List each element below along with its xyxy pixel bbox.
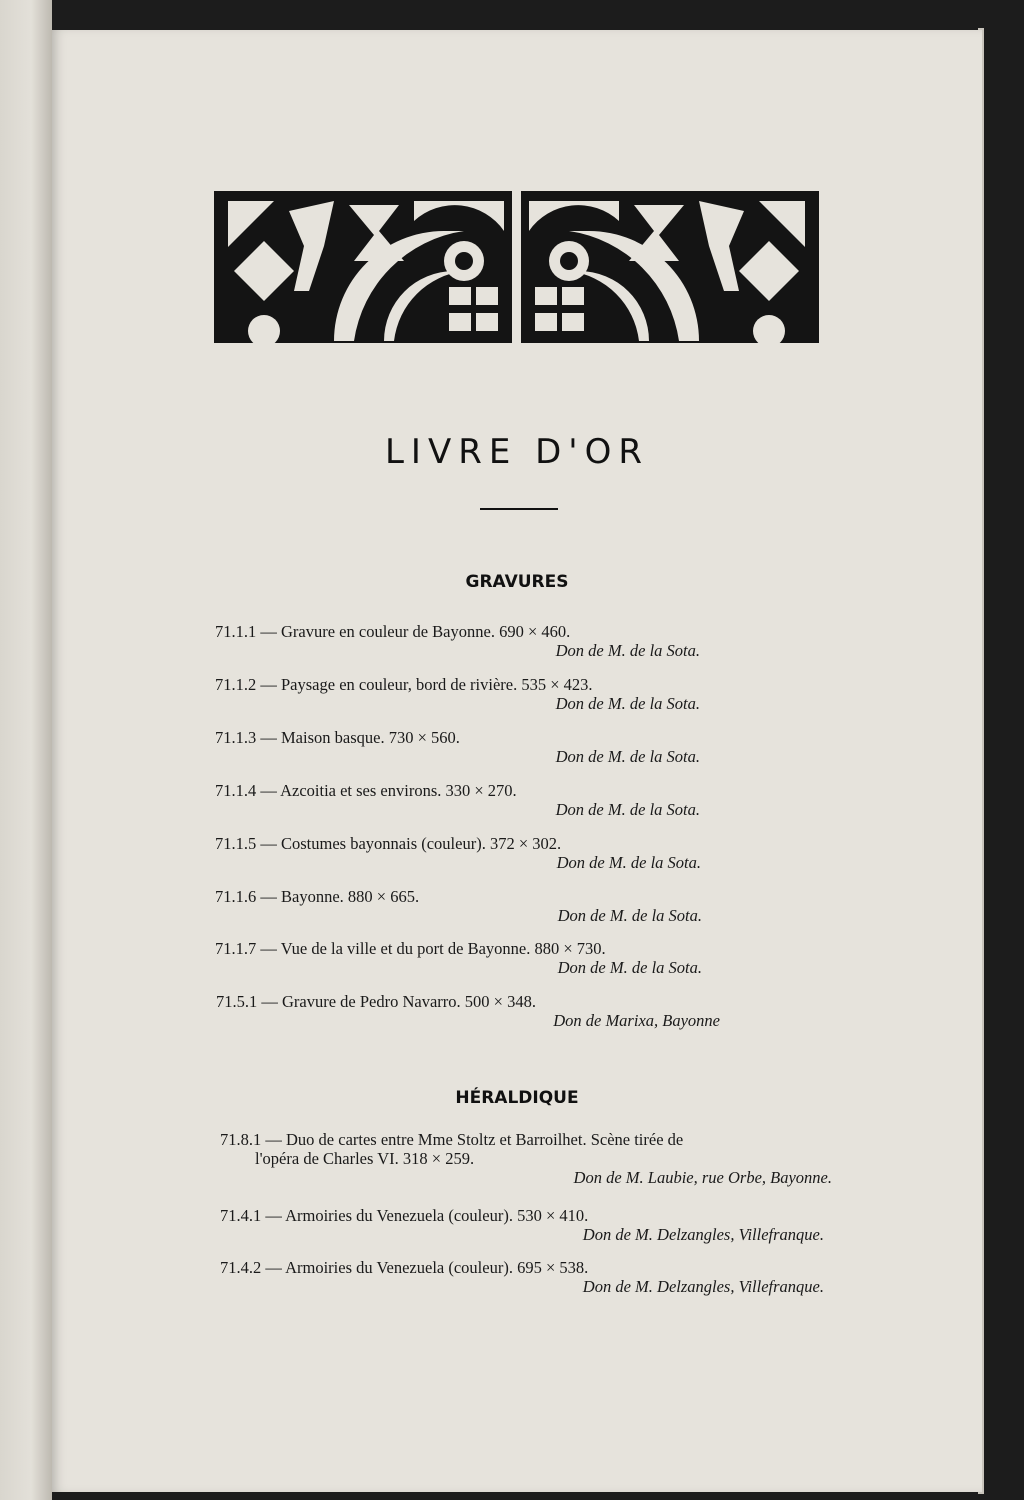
facing-page-edge — [0, 0, 52, 1500]
catalog-entry — [215, 675, 700, 713]
catalog-entry — [215, 728, 700, 766]
entry-donor: Don de M. Laubie, rue Orbe, Bayonne. — [573, 1168, 832, 1187]
entry-donor: Don de M. Delzangles, Villefranque. — [582, 1277, 824, 1296]
catalog-entry — [215, 887, 702, 925]
entry-description: 71.1.4 — Azcoitia et ses environs. 330 × 270. — [215, 781, 517, 800]
title-rule — [480, 508, 558, 510]
catalog-entry — [215, 622, 700, 660]
page-title: LIVRE D'OR — [384, 432, 650, 472]
entry-donor: Don de M. de la Sota. — [556, 853, 701, 872]
entry-donor: Don de Marixa, Bayonne — [553, 1011, 720, 1030]
entry-description: 71.1.1 — Gravure en couleur de Bayonne. 690 × 460. — [215, 622, 571, 641]
document-page — [52, 30, 982, 1492]
entry-description: 71.1.2 — Paysage en couleur, bord de rivière. 535 × 423. — [215, 675, 593, 694]
section-heading-gravures: GRAVURES — [465, 572, 569, 592]
catalog-entry — [220, 1130, 832, 1187]
entry-description: 71.4.2 — Armoiries du Venezuela (couleur). 695 × 538. — [220, 1258, 589, 1277]
catalog-entry — [216, 992, 720, 1030]
entry-donor: Don de M. Delzangles, Villefranque. — [582, 1225, 824, 1244]
entry-description: 71.1.7 — Vue de la ville et du port de Bayonne. 880 × 730. — [215, 939, 606, 958]
entry-description: 71.1.3 — Maison basque. 730 × 560. — [215, 728, 460, 747]
catalog-entry — [215, 939, 702, 977]
entry-donor: Don de M. de la Sota. — [555, 800, 700, 819]
catalog-entry — [215, 781, 700, 819]
entry-description: 71.8.1 — Duo de cartes entre Mme Stoltz et Barroilhet. Scène tirée de — [220, 1130, 684, 1149]
section-heading-heraldique: HÉRALDIQUE — [455, 1088, 579, 1108]
ornament-frieze-icon — [214, 191, 819, 343]
entry-description: 71.4.1 — Armoiries du Venezuela (couleur). 530 × 410. — [220, 1206, 589, 1225]
entry-description: 71.1.6 — Bayonne. 880 × 665. — [215, 887, 420, 906]
entry-donor: Don de M. de la Sota. — [555, 641, 700, 660]
entry-description: 71.5.1 — Gravure de Pedro Navarro. 500 × 348. — [216, 992, 536, 1011]
catalog-entry — [215, 834, 701, 872]
entry-donor: Don de M. de la Sota. — [557, 906, 702, 925]
catalog-entry — [220, 1258, 824, 1296]
catalog-entry — [220, 1206, 824, 1244]
entry-description-continued: l'opéra de Charles VI. 318 × 259. — [255, 1149, 475, 1168]
entry-donor: Don de M. de la Sota. — [557, 958, 702, 977]
entry-donor: Don de M. de la Sota. — [555, 747, 700, 766]
entry-description: 71.1.5 — Costumes bayonnais (couleur). 372 × 302. — [215, 834, 562, 853]
entry-donor: Don de M. de la Sota. — [555, 694, 700, 713]
